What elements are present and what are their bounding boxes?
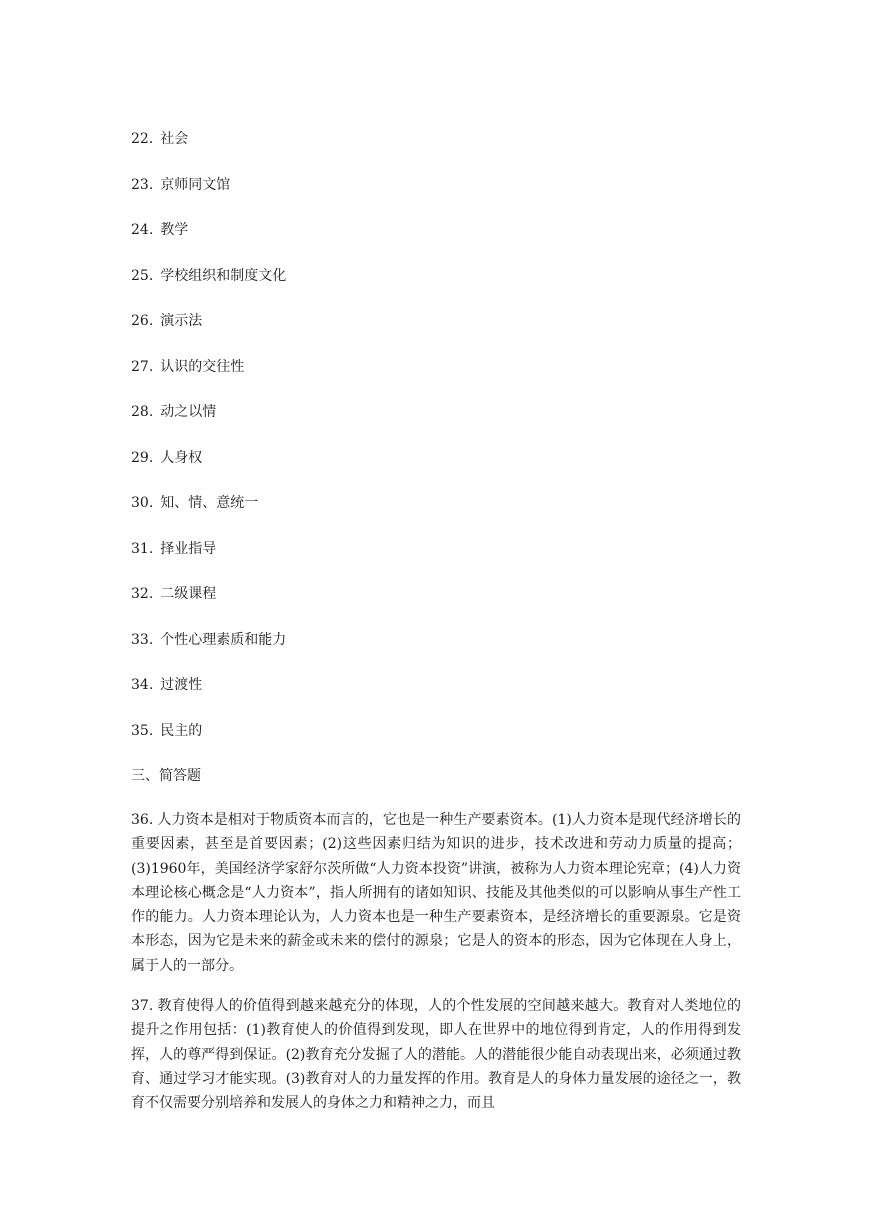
answer-number: 24. [131,222,154,238]
answer-number: 32. [131,586,154,602]
answer-number: 25. [131,268,154,284]
answer-number: 29. [131,450,154,466]
answer-text: 二级课程 [160,586,217,602]
answer-number: 26. [131,313,154,329]
answer-text: 认识的交往性 [160,359,245,375]
answer-text: 演示法 [160,313,203,329]
answer-item-31 [131,539,216,559]
answer-text: 社会 [160,131,189,147]
answer-paragraph-36 [131,808,741,978]
paragraph-number: 36. [131,812,154,828]
answer-item-33 [131,630,286,650]
answer-number: 27. [131,359,154,375]
answer-text: 知、情、意统一 [160,495,259,511]
paragraph-text: 人力资本是相对于物质资本而言的，它也是一种生产要素资本。(1)人力资本是现代经济增长的重要因素，甚至是首要因素；(2)这些因素归结为知识的进步，技术改进和劳动力质量的提高；(3)1960年，美国经济学家舒尔茨所做“人力资本投资”讲演，被称为人力资本理论宪章；(4)人力资本理论核心概念是“人力资本”，指人所拥有的诸如知识、技能及其他类似的可以影响从事生产性工作的能力。人力资本理论认为，人力资本也是一种生产要素资本，是经济增长的重要源泉。它是资本形态，因为它是未来的薪金或未来的偿付的源泉；它是人的资本的形态，因为它体现在人身上，属于人的一部分。 [131,812,741,974]
answer-item-34 [131,675,202,695]
answer-paragraph-37 [131,994,741,1115]
answer-item-29 [131,448,202,468]
answer-number: 28. [131,404,154,420]
answer-item-28 [131,402,216,422]
answer-number: 30. [131,495,154,511]
answer-item-35 [131,721,202,741]
answer-item-23 [131,175,230,195]
answer-number: 22. [131,131,154,147]
paragraph-text: 教育使得人的价值得到越来越充分的体现，人的个性发展的空间越来越大。教育对人类地位的提升之作用包括：(1)教育使人的价值得到发现，即人在世界中的地位得到肯定，人的作用得到发挥，人的尊严得到保证。(2)教育充分发掘了人的潜能。人的潜能很少能自动表现出来，必须通过教育、通过学习才能实现。(3)教育对人的力量发挥的作用。教育是人的身体力量发展的途径之一，教育不仅需要分别培养和发展人的身体之力和精神之力，而且 [131,998,741,1112]
answer-item-27 [131,357,244,377]
answer-text: 个性心理素质和能力 [160,632,287,648]
answer-text: 京师同文馆 [160,177,231,193]
answer-text: 教学 [160,222,189,238]
answer-text: 民主的 [160,723,203,739]
answer-number: 34. [131,677,154,693]
answer-number: 33. [131,632,154,648]
answer-text: 人身权 [160,450,203,466]
answer-item-32 [131,584,216,604]
paragraph-number: 37. [131,998,154,1014]
answer-item-30 [131,493,258,513]
answer-item-22 [131,129,188,149]
section-heading: 三、简答题 [131,768,201,784]
answer-number: 35. [131,723,154,739]
answer-item-25 [131,266,286,286]
answer-text: 择业指导 [160,541,217,557]
answer-number: 31. [131,541,154,557]
answer-text: 学校组织和制度文化 [160,268,287,284]
answer-number: 23. [131,177,154,193]
answer-text: 过渡性 [160,677,203,693]
answer-item-24 [131,220,188,240]
answer-text: 动之以情 [160,404,217,420]
answer-item-26 [131,311,202,331]
